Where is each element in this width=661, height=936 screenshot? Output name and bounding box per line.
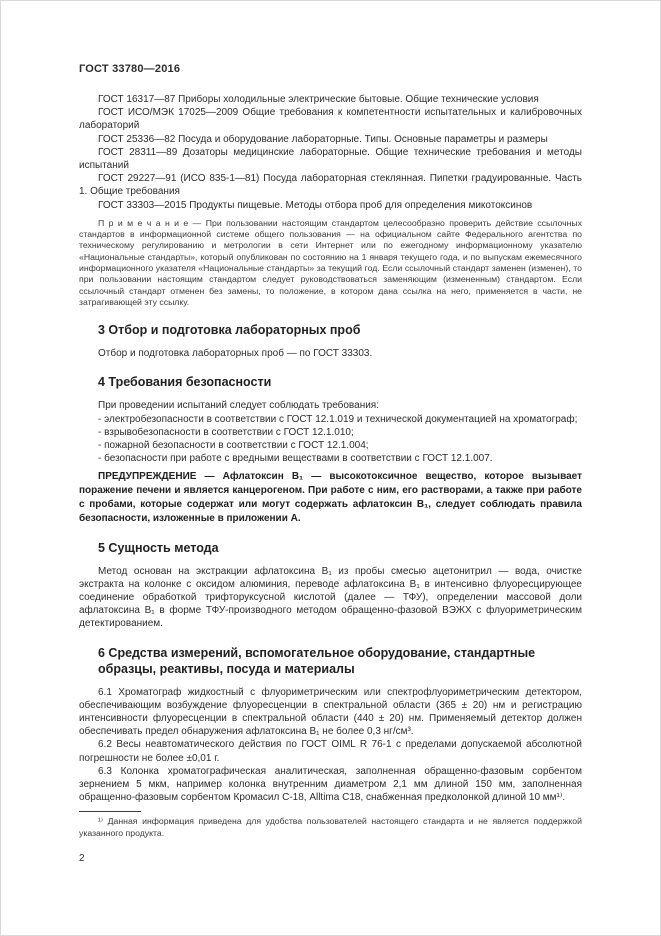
reference-item: ГОСТ 25336—82 Посуда и оборудование лабораторные. Типы. Основные параметры и размеры [98, 133, 548, 145]
footnote-text: ¹⁾ Данная информация приведена для удобства пользователей настоящего стандарта и не является поддержкой указанного продукта. [79, 816, 582, 838]
section-6-item: 6.1 Хроматограф жидкостный с флуориметрическим или спектрофлуориметрическим детектором, обеспечивающим возбуждение флуоресценции в спектральной области (365 ± 20) нм и регистрацию интенсивности флуоресценции в спектральной области (440 ± 20) нм. Применяемый детектор должен обеспечивать предел обнаружения афлатоксина В₁ не более 0,3 нг/см³. [79, 686, 582, 738]
section-4-heading: 4 Требования безопасности [98, 375, 272, 390]
page-number: 2 [79, 853, 85, 865]
reference-item: ГОСТ ИСО/МЭК 17025—2009 Общие требования к компетентности испытательных и калибровочных лабораторий [79, 107, 582, 132]
section-3-heading: 3 Отбор и подготовка лабораторных проб [98, 323, 361, 338]
section-5-body: Метод основан на экстракции афлатоксина В₁ из пробы смесью ацетонитрил — вода, очистке экстракта на колонке с оксидом алюминия, переводе афлатоксина В₁ в интенсивно флуоресцирующее соединение обработкой трифторуксусной кислотой (далее — ТФУ), определении массовой доли афлатоксина В₁ в форме ТФУ-производного методом обращенно-фазовой ВЭЖХ с флуориметрическим детектированием. [79, 565, 582, 630]
section-5-heading: 5 Сущность метода [98, 540, 219, 555]
section-4-list-item: - пожарной безопасности в соответствии с ГОСТ 12.1.004; [98, 440, 369, 452]
section-4-list-item: - электробезопасности в соответствии с ГОСТ 12.1.019 и технической документацией на хроматограф; [98, 413, 578, 425]
section-3-body: Отбор и подготовка лабораторных проб — по ГОСТ 33303. [98, 348, 373, 360]
section-4-list-item: - безопасности при работе с вредными веществами в соответствии с ГОСТ 12.1.007. [98, 453, 493, 465]
section-4-intro: При проведении испытаний следует соблюдать требования: [98, 400, 379, 412]
section-4-list-item: - взрывобезопасности в соответствии с ГОСТ 12.1.010; [98, 426, 354, 438]
running-header: ГОСТ 33780—2016 [79, 63, 181, 75]
section-6-heading: 6 Средства измерений, вспомогательное оборудование, стандартные образцы, реактивы, посуда и материалы [98, 645, 536, 676]
reference-item: ГОСТ 29227—91 (ИСО 835-1—81) Посуда лабораторная стеклянная. Пипетки градуированные. Часть 1. Общие требования [79, 173, 582, 198]
references-list [79, 93, 582, 212]
reference-item: ГОСТ 28311—89 Дозаторы медицинские лабораторные. Общие технические требования и методы испытаний [79, 146, 582, 172]
section-6-item: 6.3 Колонка хроматографическая аналитическая, заполненная обращенно-фазовым сорбентом зернением 5 мкм, например колонка внутренним диаметром 2,1 мм длиной 150 мм, заполненная обращенно-фазовым сорбентом Кромасил С-18, Alltima C18, снабженная предколонкой длиной 10 мм¹⁾. [79, 765, 582, 804]
footnote-divider [79, 811, 141, 812]
references-note: П р и м е ч а н и е — При пользовании настоящим стандартом целесообразно проверить действие ссылочных стандартов в информационной системе общего пользования — на официальном сайте Федерального агентства по техническому регулированию и метрологии в сети Интернет или по ежегодному информационному указателю «Национальные стандарты», который опубликован по состоянию на 1 января текущего года, и по выпускам ежемесячного информационного указателя «Национальные стандарты» за текущий год. Если ссылочный стандарт заменен (изменен), то при пользовании настоящим стандартом следует руководствоваться заменяющим (измененным) стандартом. Если ссылочный стандарт отменен без замены, то положение, в котором дана ссылка на него, применяется в части, не затрагивающей эту ссылку. [79, 217, 582, 307]
reference-item: ГОСТ 16317—87 Приборы холодильные электрические бытовые. Общие технические условия [98, 94, 539, 105]
reference-item: ГОСТ 33303—2015 Продукты пищевые. Методы отбора проб для определения микотоксинов [98, 199, 533, 211]
section-6-item: 6.2 Весы неавтоматического действия по ГОСТ OIML R 76-1 с пределами допускаемой абсолютной погрешности не более ±0,01 г. [79, 739, 582, 764]
warning-paragraph: ПРЕДУПРЕЖДЕНИЕ — Афлатоксин В₁ — высокотоксичное вещество, которое вызывает поражение печени и является канцерогеном. При работе с ним, его растворами, а также при работе с пробами, которые содержат или могут содержать афлатоксин В₁, следует соблюдать правила безопасности, изложенные в приложении А. [79, 471, 582, 524]
